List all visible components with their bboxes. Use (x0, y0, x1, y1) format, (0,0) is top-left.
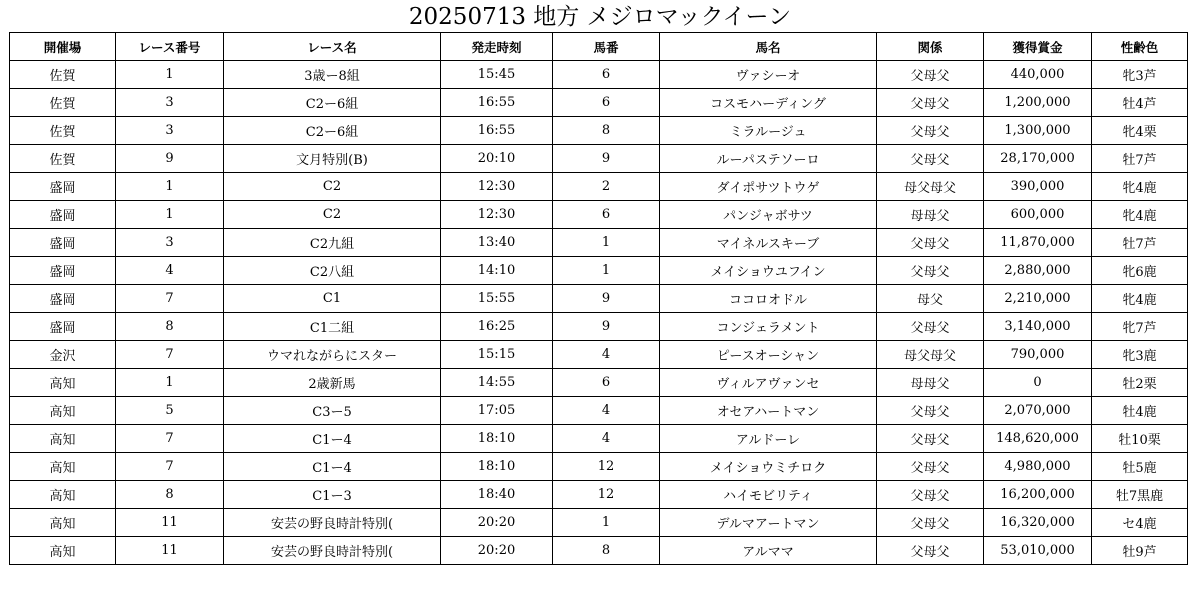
horse-number-cell: 4 (553, 397, 660, 425)
post-time-cell: 16:25 (441, 313, 553, 341)
post-time-cell: 16:55 (441, 89, 553, 117)
race-name-cell: C2九組 (224, 229, 441, 257)
relation-cell: 母父 (877, 285, 984, 313)
race-number-cell: 7 (116, 285, 224, 313)
sex-age-color-cell: 牡2栗 (1092, 369, 1188, 397)
horse-name-cell: コスモハーディング (660, 89, 877, 117)
relation-cell: 父母父 (877, 257, 984, 285)
horse-number-cell: 9 (553, 145, 660, 173)
race-number-cell: 11 (116, 509, 224, 537)
table-row (10, 229, 1188, 257)
race-number-cell: 7 (116, 453, 224, 481)
table-row (10, 509, 1188, 537)
race-name-cell: 3歳ー8組 (224, 61, 441, 89)
sex-age-color-cell: 牝3芦 (1092, 61, 1188, 89)
sex-age-color-cell: セ4鹿 (1092, 509, 1188, 537)
earnings-cell: 1,300,000 (984, 117, 1092, 145)
venue-cell: 佐賀 (10, 61, 116, 89)
table-row (10, 425, 1188, 453)
post-time-cell: 17:05 (441, 397, 553, 425)
horse-name-cell: デルマアートマン (660, 509, 877, 537)
venue-cell: 盛岡 (10, 201, 116, 229)
venue-cell: 高知 (10, 537, 116, 565)
race-number-cell: 1 (116, 61, 224, 89)
sex-age-color-cell: 牡7芦 (1092, 145, 1188, 173)
earnings-cell: 2,210,000 (984, 285, 1092, 313)
race-number-cell: 8 (116, 313, 224, 341)
horse-number-cell: 12 (553, 481, 660, 509)
horse-name-cell: パンジャボサツ (660, 201, 877, 229)
horse-number-cell: 6 (553, 61, 660, 89)
race-name-cell: C2ー6組 (224, 89, 441, 117)
horse-number-cell: 6 (553, 89, 660, 117)
relation-cell: 父母父 (877, 509, 984, 537)
earnings-cell: 148,620,000 (984, 425, 1092, 453)
earnings-cell: 4,980,000 (984, 453, 1092, 481)
post-time-cell: 20:20 (441, 537, 553, 565)
table-row (10, 89, 1188, 117)
table-row (10, 257, 1188, 285)
venue-cell: 金沢 (10, 341, 116, 369)
race-name-cell: C2ー6組 (224, 117, 441, 145)
relation-cell: 父母父 (877, 89, 984, 117)
venue-cell: 盛岡 (10, 257, 116, 285)
post-time-cell: 14:55 (441, 369, 553, 397)
relation-cell: 父母父 (877, 117, 984, 145)
venue-cell: 盛岡 (10, 229, 116, 257)
horse-name-cell: ハイモビリティ (660, 481, 877, 509)
venue-cell: 盛岡 (10, 313, 116, 341)
post-time-cell: 20:10 (441, 145, 553, 173)
horse-number-cell: 9 (553, 313, 660, 341)
post-time-cell: 20:20 (441, 509, 553, 537)
relation-cell: 父母父 (877, 481, 984, 509)
relation-cell: 母母父 (877, 369, 984, 397)
post-time-cell: 15:55 (441, 285, 553, 313)
table-body (10, 61, 1188, 565)
earnings-cell: 440,000 (984, 61, 1092, 89)
header-horse-name: 馬名 (660, 33, 877, 61)
table-row (10, 61, 1188, 89)
relation-cell: 父母父 (877, 313, 984, 341)
horse-number-cell: 4 (553, 341, 660, 369)
header-venue: 開催場 (10, 33, 116, 61)
race-number-cell: 3 (116, 117, 224, 145)
race-name-cell: C2八組 (224, 257, 441, 285)
post-time-cell: 18:10 (441, 453, 553, 481)
post-time-cell: 15:45 (441, 61, 553, 89)
sex-age-color-cell: 牝7芦 (1092, 313, 1188, 341)
relation-cell: 父母父 (877, 537, 984, 565)
horse-name-cell: ピースオーシャン (660, 341, 877, 369)
race-name-cell: C3ー5 (224, 397, 441, 425)
venue-cell: 佐賀 (10, 117, 116, 145)
horse-name-cell: アルドーレ (660, 425, 877, 453)
venue-cell: 高知 (10, 397, 116, 425)
sex-age-color-cell: 牡5鹿 (1092, 453, 1188, 481)
horse-number-cell: 1 (553, 509, 660, 537)
horse-number-cell: 12 (553, 453, 660, 481)
horse-name-cell: ヴィルアヴァンセ (660, 369, 877, 397)
race-name-cell: C1ー4 (224, 425, 441, 453)
table-row (10, 341, 1188, 369)
header-sex-age-color: 性齢色 (1092, 33, 1188, 61)
sex-age-color-cell: 牡7芦 (1092, 229, 1188, 257)
post-time-cell: 18:10 (441, 425, 553, 453)
venue-cell: 佐賀 (10, 89, 116, 117)
table-row (10, 397, 1188, 425)
sex-age-color-cell: 牡10栗 (1092, 425, 1188, 453)
earnings-cell: 2,070,000 (984, 397, 1092, 425)
venue-cell: 高知 (10, 509, 116, 537)
table-header-row (10, 33, 1188, 61)
post-time-cell: 14:10 (441, 257, 553, 285)
post-time-cell: 16:55 (441, 117, 553, 145)
race-number-cell: 4 (116, 257, 224, 285)
post-time-cell: 15:15 (441, 341, 553, 369)
horse-name-cell: メイショウミチロク (660, 453, 877, 481)
race-name-cell: C1ー4 (224, 453, 441, 481)
post-time-cell: 12:30 (441, 201, 553, 229)
page-title: 20250713 地方 メジロマックイーン (408, 4, 792, 30)
relation-cell: 父母父 (877, 145, 984, 173)
header-earnings: 獲得賞金 (984, 33, 1092, 61)
horse-name-cell: ミラルージュ (660, 117, 877, 145)
horse-name-cell: オセアハートマン (660, 397, 877, 425)
horse-name-cell: コンジェラメント (660, 313, 877, 341)
sex-age-color-cell: 牝4栗 (1092, 117, 1188, 145)
post-time-cell: 12:30 (441, 173, 553, 201)
earnings-cell: 1,200,000 (984, 89, 1092, 117)
race-name-cell: C2 (224, 173, 441, 201)
relation-cell: 父母父 (877, 61, 984, 89)
earnings-cell: 390,000 (984, 173, 1092, 201)
table-row (10, 481, 1188, 509)
earnings-cell: 790,000 (984, 341, 1092, 369)
relation-cell: 父母父 (877, 425, 984, 453)
race-number-cell: 3 (116, 89, 224, 117)
horse-name-cell: ココロオドル (660, 285, 877, 313)
earnings-cell: 11,870,000 (984, 229, 1092, 257)
race-number-cell: 9 (116, 145, 224, 173)
table-row (10, 369, 1188, 397)
table-row (10, 453, 1188, 481)
sex-age-color-cell: 牡4鹿 (1092, 397, 1188, 425)
earnings-cell: 600,000 (984, 201, 1092, 229)
race-name-cell: 安芸の野良時計特別( (224, 509, 441, 537)
venue-cell: 盛岡 (10, 173, 116, 201)
horse-name-cell: マイネルスキーブ (660, 229, 877, 257)
horse-number-cell: 1 (553, 257, 660, 285)
sex-age-color-cell: 牡9芦 (1092, 537, 1188, 565)
header-horse-number: 馬番 (553, 33, 660, 61)
race-number-cell: 7 (116, 425, 224, 453)
header-post-time: 発走時刻 (441, 33, 553, 61)
relation-cell: 父母父 (877, 229, 984, 257)
horse-number-cell: 9 (553, 285, 660, 313)
table-row (10, 285, 1188, 313)
earnings-cell: 0 (984, 369, 1092, 397)
sex-age-color-cell: 牡7黒鹿 (1092, 481, 1188, 509)
header-relation: 関係 (877, 33, 984, 61)
venue-cell: 高知 (10, 425, 116, 453)
race-name-cell: 2歳新馬 (224, 369, 441, 397)
race-number-cell: 5 (116, 397, 224, 425)
horse-number-cell: 4 (553, 425, 660, 453)
table-row (10, 117, 1188, 145)
post-time-cell: 18:40 (441, 481, 553, 509)
sex-age-color-cell: 牝4鹿 (1092, 173, 1188, 201)
horse-number-cell: 6 (553, 201, 660, 229)
race-number-cell: 11 (116, 537, 224, 565)
race-name-cell: C2 (224, 201, 441, 229)
race-number-cell: 1 (116, 201, 224, 229)
earnings-cell: 16,320,000 (984, 509, 1092, 537)
race-name-cell: C1 (224, 285, 441, 313)
venue-cell: 高知 (10, 481, 116, 509)
relation-cell: 父母父 (877, 397, 984, 425)
horse-number-cell: 8 (553, 537, 660, 565)
race-name-cell: C1二組 (224, 313, 441, 341)
sex-age-color-cell: 牝6鹿 (1092, 257, 1188, 285)
relation-cell: 母父母父 (877, 173, 984, 201)
horse-name-cell: アルママ (660, 537, 877, 565)
earnings-cell: 2,880,000 (984, 257, 1092, 285)
horse-number-cell: 2 (553, 173, 660, 201)
earnings-cell: 28,170,000 (984, 145, 1092, 173)
venue-cell: 佐賀 (10, 145, 116, 173)
sex-age-color-cell: 牡4芦 (1092, 89, 1188, 117)
horse-number-cell: 6 (553, 369, 660, 397)
relation-cell: 母母父 (877, 201, 984, 229)
horse-name-cell: ヴァシーオ (660, 61, 877, 89)
venue-cell: 高知 (10, 453, 116, 481)
horse-number-cell: 1 (553, 229, 660, 257)
relation-cell: 父母父 (877, 453, 984, 481)
race-number-cell: 8 (116, 481, 224, 509)
venue-cell: 盛岡 (10, 285, 116, 313)
horse-name-cell: ダイポサツトウゲ (660, 173, 877, 201)
race-name-cell: 文月特別(B) (224, 145, 441, 173)
table-row (10, 173, 1188, 201)
horse-name-cell: ルーパステソーロ (660, 145, 877, 173)
race-number-cell: 1 (116, 173, 224, 201)
earnings-cell: 3,140,000 (984, 313, 1092, 341)
race-number-cell: 7 (116, 341, 224, 369)
sex-age-color-cell: 牝4鹿 (1092, 201, 1188, 229)
header-race-number: レース番号 (116, 33, 224, 61)
race-name-cell: 安芸の野良時計特別( (224, 537, 441, 565)
post-time-cell: 13:40 (441, 229, 553, 257)
table-row (10, 201, 1188, 229)
table-row (10, 145, 1188, 173)
race-number-cell: 1 (116, 369, 224, 397)
header-race-name: レース名 (224, 33, 441, 61)
sex-age-color-cell: 牝3鹿 (1092, 341, 1188, 369)
race-name-cell: C1ー3 (224, 481, 441, 509)
horse-number-cell: 8 (553, 117, 660, 145)
race-name-cell: ウマれながらにスター (224, 341, 441, 369)
relation-cell: 母父母父 (877, 341, 984, 369)
earnings-cell: 53,010,000 (984, 537, 1092, 565)
table-row (10, 313, 1188, 341)
race-number-cell: 3 (116, 229, 224, 257)
sex-age-color-cell: 牝4鹿 (1092, 285, 1188, 313)
table-row (10, 537, 1188, 565)
horse-name-cell: メイショウユフイン (660, 257, 877, 285)
venue-cell: 高知 (10, 369, 116, 397)
race-table (9, 32, 1188, 565)
earnings-cell: 16,200,000 (984, 481, 1092, 509)
